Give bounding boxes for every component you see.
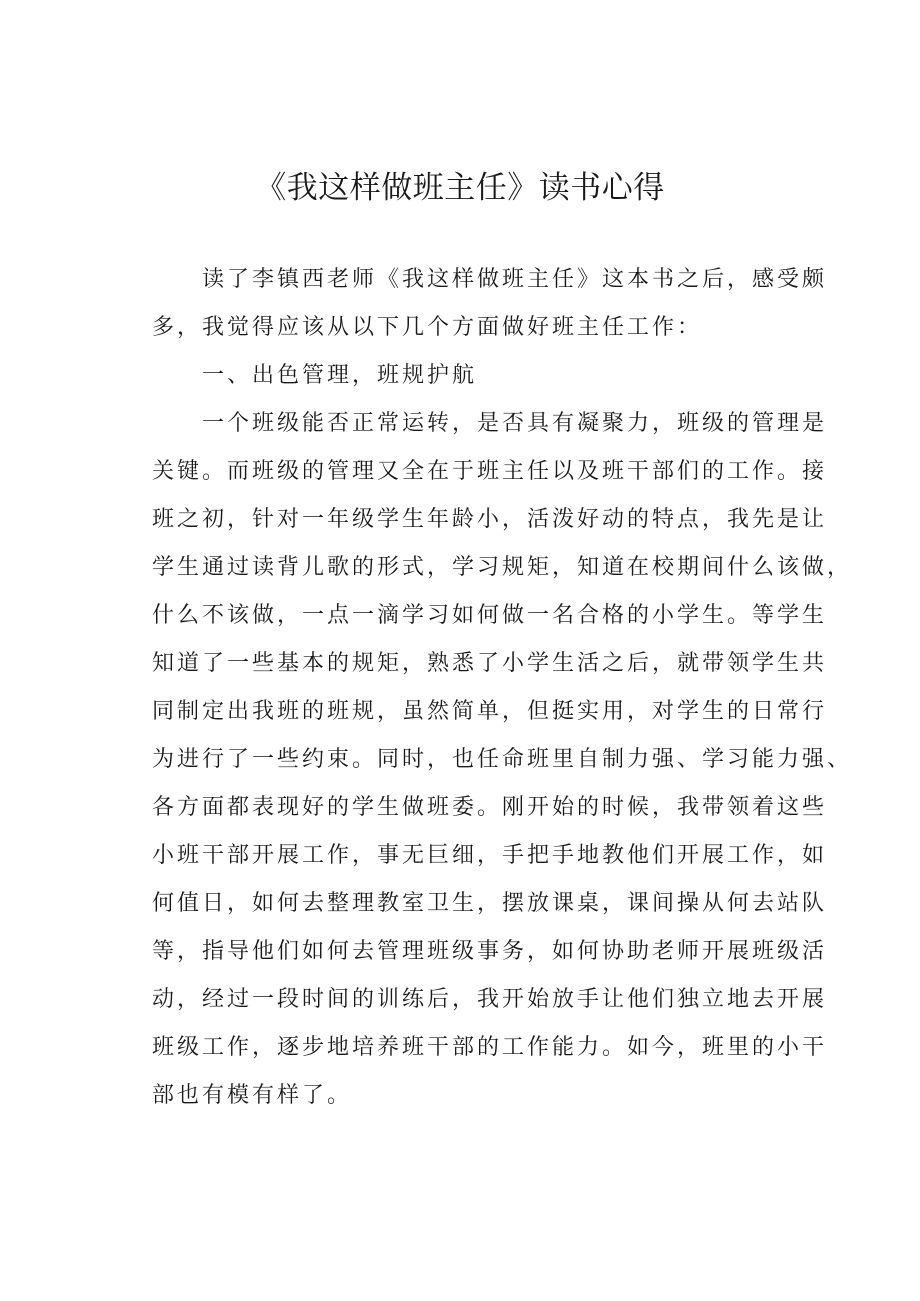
document-body (152, 256, 853, 1120)
paragraph-line: 读了李镇西老师《我这样做班主任》这本书之后，感受颇 (202, 267, 828, 292)
paragraph-line: 动，经过一段时间的训练后，我开始放手让他们独立地去开展 (152, 987, 828, 1012)
paragraph-line: 班之初，针对一年级学生年龄小，活泼好动的特点，我先是让 (152, 507, 828, 532)
paragraph-line: 多，我觉得应该从以下几个方面做好班主任工作： (152, 315, 703, 340)
paragraph-line: 小班干部开展工作，事无巨细，手把手地教他们开展工作，如 (152, 843, 828, 868)
paragraph-line: 关键。而班级的管理又全在于班主任以及班干部们的工作。接 (152, 459, 828, 484)
paragraph-line: 知道了一些基本的规矩，熟悉了小学生活之后，就带领学生共 (152, 651, 828, 676)
paragraph-line: 班级工作，逐步地培养班干部的工作能力。如今，班里的小干 (152, 1035, 828, 1060)
paragraph-line: 一个班级能否正常运转，是否具有凝聚力，班级的管理是 (202, 411, 828, 436)
paragraph-line: 什么不该做，一点一滴学习如何做一名合格的小学生。等学生 (152, 603, 828, 628)
document-title: 《我这样做班主任》读书心得 (255, 170, 665, 206)
paragraph-line: 同制定出我班的班规，虽然简单，但挺实用，对学生的日常行 (152, 699, 828, 724)
paragraph-line: 各方面都表现好的学生做班委。刚开始的时候，我带领着这些 (152, 795, 828, 820)
paragraph-line: 为进行了一些约束。同时，也任命班里自制力强、学习能力强、 (152, 747, 853, 772)
paragraph-line: 等，指导他们如何去管理班级事务，如何协助老师开展班级活 (152, 939, 828, 964)
section-heading: 一、出色管理，班规护航 (202, 363, 478, 388)
paragraph-line: 学生通过读背儿歌的形式，学习规矩，知道在校期间什么该做， (152, 555, 853, 580)
paragraph-line: 何值日，如何去整理教室卫生，摆放课桌，课间操从何去站队 (152, 891, 828, 916)
paragraph-line: 部也有模有样了。 (152, 1083, 353, 1108)
